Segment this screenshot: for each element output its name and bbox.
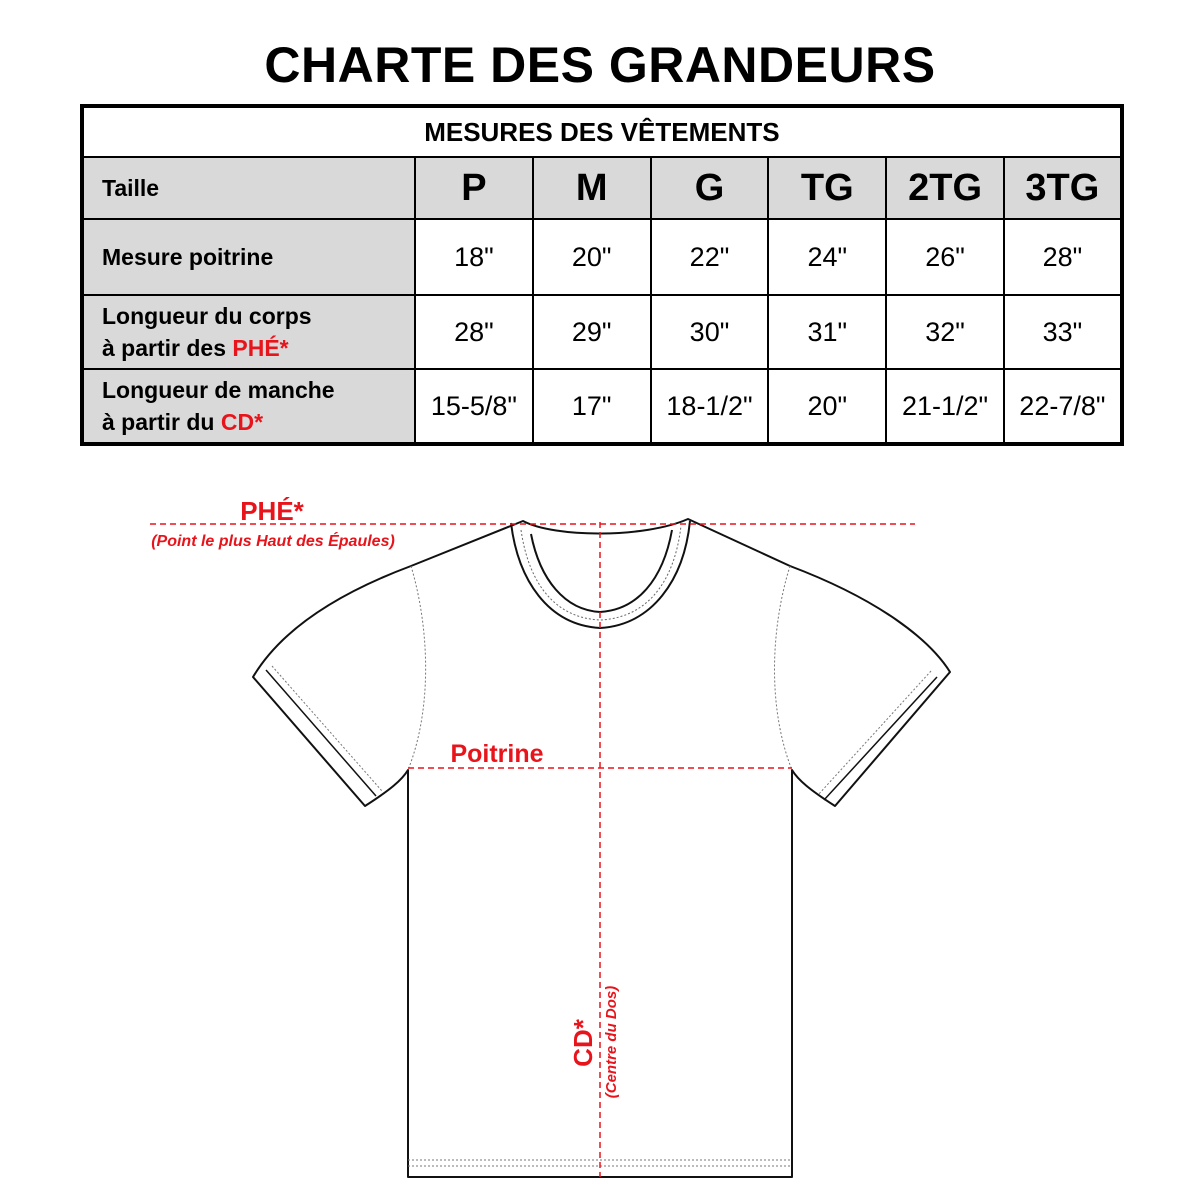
size-chart-table <box>80 104 1124 446</box>
table-cell: 33" <box>1004 295 1122 369</box>
table-cell: 18" <box>415 219 533 295</box>
table-row <box>82 295 1122 369</box>
chest-label: Poitrine <box>450 740 544 768</box>
table-cell: 31" <box>768 295 886 369</box>
table-cell: 32" <box>886 295 1004 369</box>
tshirt-outline <box>253 519 950 1177</box>
row-label-line: à partir des PHÉ* <box>102 335 289 361</box>
size-header: G <box>651 157 769 219</box>
size-header: TG <box>768 157 886 219</box>
page-title: CHARTE DES GRANDEURS <box>264 37 936 93</box>
row-label <box>82 295 415 369</box>
size-header: P <box>415 157 533 219</box>
table-cell: 24" <box>768 219 886 295</box>
table-cell: 20" <box>768 369 886 444</box>
table-cell: 22-7/8" <box>1004 369 1122 444</box>
size-label: Taille <box>82 157 415 219</box>
row-label-line: Longueur de manche <box>102 377 335 403</box>
table-caption: MESURES DES VÊTEMENTS <box>82 106 1122 157</box>
table-cell: 28" <box>415 295 533 369</box>
row-label-line: Longueur du corps <box>102 303 312 329</box>
table-header-row <box>82 157 1122 219</box>
table-cell: 30" <box>651 295 769 369</box>
row-label-line: à partir du CD* <box>102 409 264 435</box>
cd-highlight: CD* <box>220 409 264 435</box>
row-label <box>82 369 415 444</box>
table-cell: 21-1/2" <box>886 369 1004 444</box>
cd-note: (Centre du Dos) <box>603 985 620 1099</box>
phe-label: PHÉ* <box>240 496 304 526</box>
size-header: M <box>533 157 651 219</box>
row-label: Mesure poitrine <box>82 219 415 295</box>
table-cell: 18-1/2" <box>651 369 769 444</box>
tshirt-diagram <box>0 470 1200 1200</box>
table-row <box>82 219 1122 295</box>
table-cell: 17" <box>533 369 651 444</box>
table-cell: 20" <box>533 219 651 295</box>
size-header: 2TG <box>886 157 1004 219</box>
table-cell: 29" <box>533 295 651 369</box>
phe-note: (Point le plus Haut des Épaules) <box>151 533 395 550</box>
table-cell: 28" <box>1004 219 1122 295</box>
table-row <box>82 369 1122 444</box>
table-cell: 22" <box>651 219 769 295</box>
table-cell: 15-5/8" <box>415 369 533 444</box>
size-header: 3TG <box>1004 157 1122 219</box>
table-cell: 26" <box>886 219 1004 295</box>
phe-highlight: PHÉ* <box>232 335 289 361</box>
cd-label: CD* <box>568 1019 598 1067</box>
